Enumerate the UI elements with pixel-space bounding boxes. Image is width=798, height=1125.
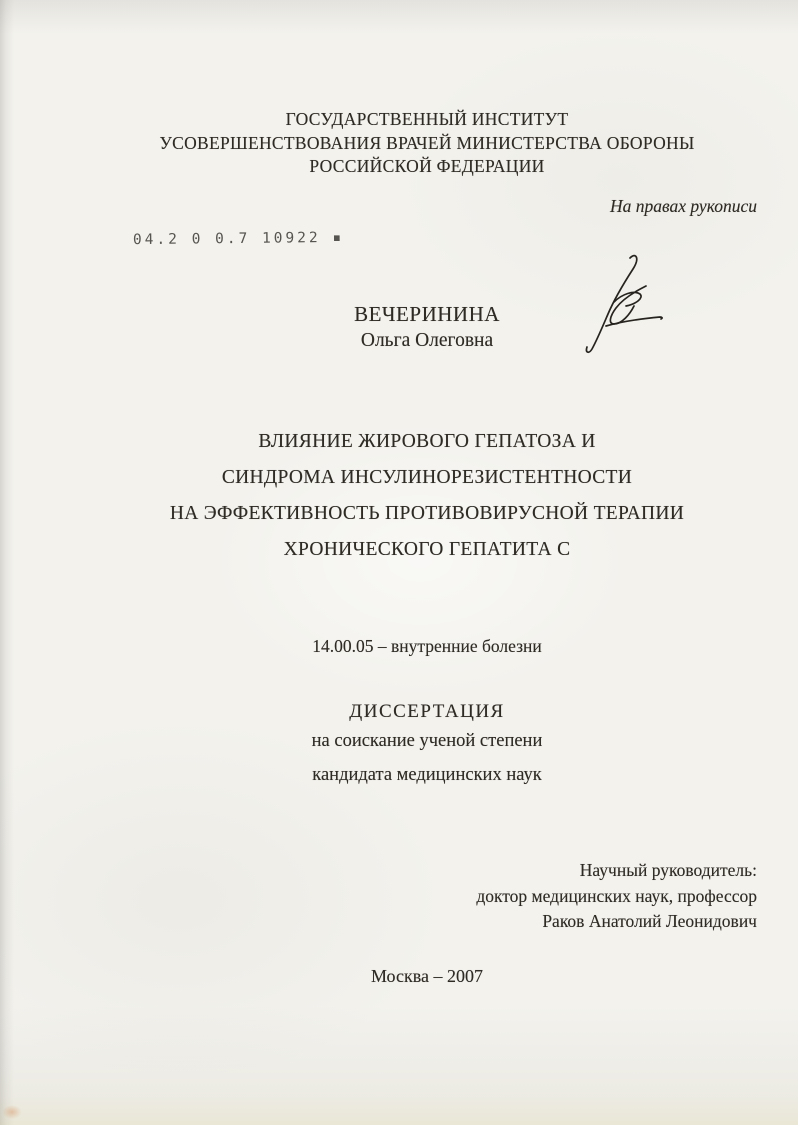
supervisor-name: Раков Анатолий Леонидович [542,911,757,931]
city-year-line: Москва – 2007 [371,966,483,986]
institute-line: ГОСУДАРСТВЕННЫЙ ИНСТИТУТ [285,109,569,129]
supervisor-block [476,858,757,935]
manuscript-rights-note: На правах рукописи [610,196,757,216]
author-surname: ВЕЧЕРИНИНА [354,302,500,326]
title-line: ХРОНИЧЕСКОГО ГЕПАТИТА С [283,539,571,560]
specialty-code: 14.00.05 – внутренние болезни [312,636,542,656]
institute-header [56,108,798,179]
work-type-heading: ДИССЕРТАЦИЯ [349,701,505,722]
institute-line: УСОВЕРШЕНСТВОВАНИЯ ВРАЧЕЙ МИНИСТЕРСТВА ОБОРОНЫ [159,132,695,153]
work-type-subtitle: на соискание ученой степени [311,731,543,751]
dissertation-title [56,424,798,568]
title-line: ВЛИЯНИЕ ЖИРОВОГО ГЕПАТОЗА И [258,431,596,452]
supervisor-label: Научный руководитель: [579,860,757,880]
library-accession-stamp: 04.2 0 0.7 10922 ▪ [132,229,345,249]
institute-line: РОССИЙСКОЙ ФЕДЕРАЦИИ [309,156,545,176]
title-line: НА ЭФФЕКТИВНОСТЬ ПРОТИВОВИРУСНОЙ ТЕРАПИИ [169,503,685,524]
supervisor-degree: доктор медицинских наук, профессор [476,885,757,906]
author-block [56,301,798,353]
work-type-block [56,700,798,792]
author-name-patronymic: Ольга Олеговна [360,330,494,351]
work-type-subtitle: кандидата медицинских наук [312,765,542,785]
title-line: СИНДРОМА ИНСУЛИНОРЕЗИСТЕНТНОСТИ [221,467,633,488]
